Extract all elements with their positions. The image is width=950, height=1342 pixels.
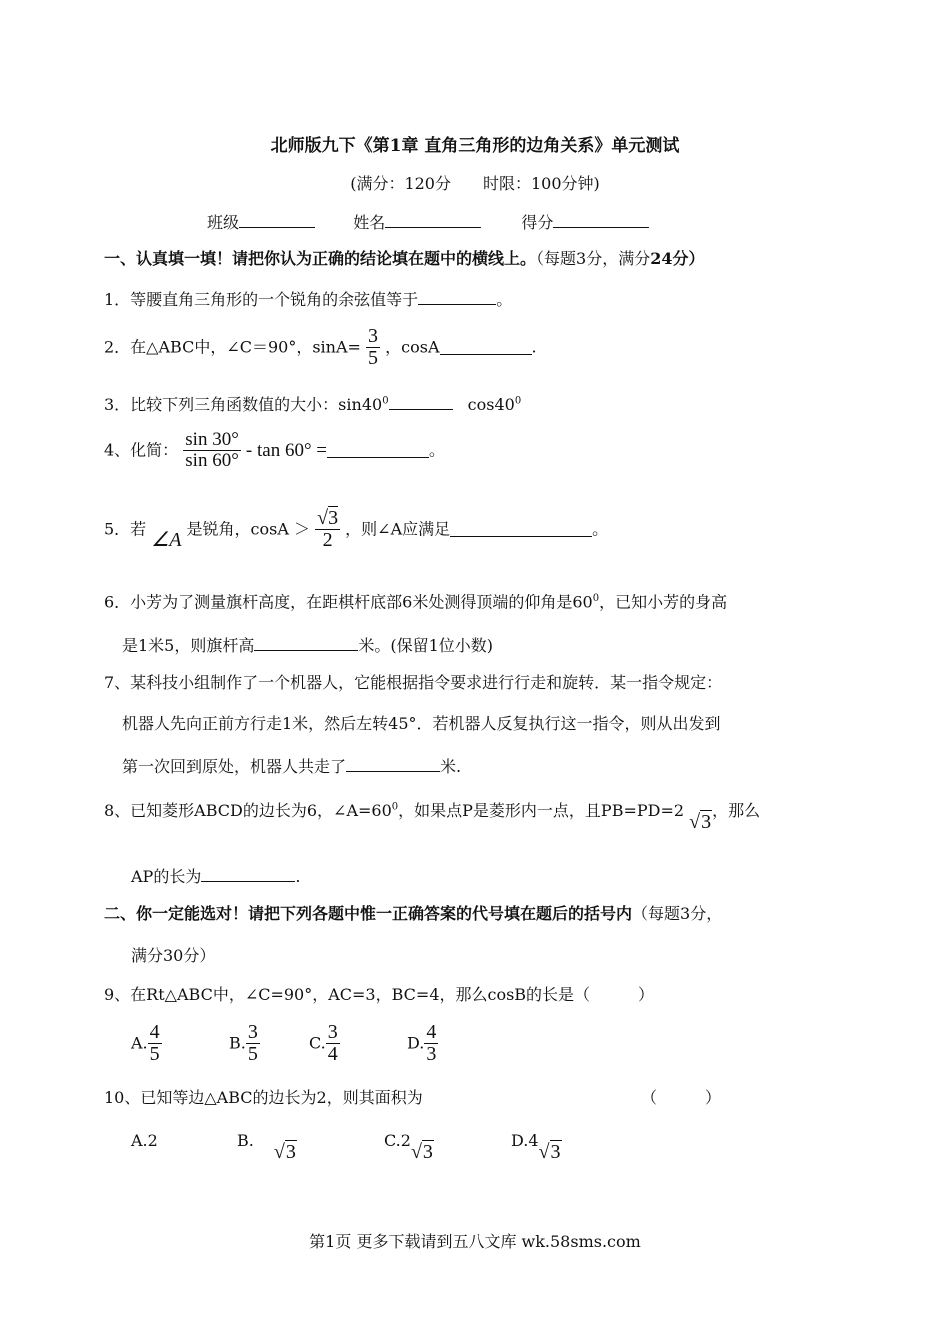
- option-a[interactable]: A. $\frac{4}{5}$: [131, 1021, 160, 1065]
- question-7-line1: 7、某科技小组制作了一个机器人，它能根据指令要求进行行走和旋转．某一指令规定：: [104, 673, 723, 692]
- name-label: 姓名: [353, 213, 386, 232]
- class-field[interactable]: [239, 213, 315, 228]
- page-footer: 第1页 更多下载请到五八文库 wk.58sms.com: [309, 1232, 641, 1251]
- question-4: 4、化简： $\frac{\sin 30^\circ}{\sin 60^\circ}$ - tan 60° = 。: [104, 429, 446, 471]
- answer-blank-3[interactable]: [389, 395, 453, 410]
- question-2: 2．在△ABC中，∠C＝90°，sinA= $\frac{3}{5}$ ，cosA .: [104, 325, 537, 369]
- question-1: 1．等腰直角三角形的一个锐角的余弦值等于 。: [104, 290, 513, 309]
- answer-blank-8[interactable]: [201, 867, 295, 882]
- question-6-line1: 6．小芳为了测量旗杆高度，在距棋杆底部6米处测得顶端的仰角是$60^0$，已知小芳的身高: [104, 592, 728, 612]
- sqrt-3: √3: [689, 811, 712, 833]
- student-info-row: [207, 213, 649, 231]
- option-c[interactable]: C. $\frac{3}{4}$: [309, 1021, 338, 1065]
- class-label: 班级: [207, 213, 240, 232]
- answer-blank-5[interactable]: [450, 522, 592, 537]
- subtitle: (满分：120分 时限：100分钟): [350, 174, 600, 193]
- question-3: 3．比较下列三角函数值的大小：$\sin 40^0$ $\cos 40^0$: [104, 395, 522, 414]
- section2-heading: 二、你一定能选对！请把下列各题中惟一正确答案的代号填在题后的括号内（每题3分，: [104, 904, 723, 923]
- option-d[interactable]: D.4√3: [511, 1131, 561, 1163]
- question-5: 5．若 ∠A 是锐角，cosA ＞ $\frac{√3}{2}$ ，则∠A应满足 。: [104, 507, 609, 551]
- score-label: 得分: [521, 213, 554, 232]
- option-c[interactable]: C.2√3: [384, 1131, 433, 1163]
- question-10-options: [131, 1130, 591, 1163]
- answer-blank-2[interactable]: [440, 340, 532, 355]
- question-9: 9、在Rt△ABC中，∠C=90°，AC=3，BC=4，那么cosB的长是（ ）: [104, 985, 655, 1004]
- answer-paren-10[interactable]: （ ）: [641, 1088, 722, 1107]
- fraction-sqrt3-2: $\frac{√3}{2}$: [317, 507, 339, 551]
- question-8-line1: 8、已知菱形ABCD的边长为6，$\angle A=60^0$，如果点P是菱形内一点，且PB=PD=2 √3，那么: [104, 801, 761, 833]
- question-9-options: [131, 1022, 467, 1065]
- section1-heading: 一、认真填一填！请把你认为正确的结论填在题中的横线上。（每题3分，满分24分）: [104, 249, 705, 268]
- answer-blank-7[interactable]: [346, 757, 440, 772]
- score-field[interactable]: [553, 213, 649, 228]
- answer-blank-6[interactable]: [254, 636, 358, 651]
- fraction-sin30-sin60: $\frac{\sin 30^\circ}{\sin 60^\circ}$: [185, 429, 239, 471]
- answer-blank-1[interactable]: [418, 290, 496, 305]
- question-10: 10、已知等边△ABC的边长为2，则其面积为: [104, 1088, 423, 1107]
- section2-note: 满分30分）: [131, 946, 216, 965]
- answer-blank-4[interactable]: [327, 443, 429, 458]
- option-b[interactable]: B.√3: [237, 1131, 296, 1163]
- name-field[interactable]: [385, 213, 481, 228]
- question-7-line3: 第一次回到原处，机器人共走了 米.: [122, 757, 462, 776]
- question-7-line2: 机器人先向正前方行走1米，然后左转45°．若机器人反复执行这一指令，则从出发到: [122, 714, 721, 733]
- question-8-line2: AP的长为 .: [131, 867, 301, 886]
- page-title: 北师版九下《第1章 直角三角形的边角关系》单元测试: [270, 136, 680, 156]
- option-d[interactable]: D. $\frac{4}{3}$: [407, 1021, 437, 1065]
- fraction-3-5: $\frac{3}{5}$: [368, 325, 379, 369]
- question-6-line2: 是1米5，则旗杆高 米。(保留1位小数): [122, 636, 494, 655]
- option-b[interactable]: B. $\frac{3}{5}$: [229, 1021, 258, 1065]
- angle-a: ∠A: [151, 528, 182, 551]
- option-a[interactable]: A.2: [131, 1131, 158, 1150]
